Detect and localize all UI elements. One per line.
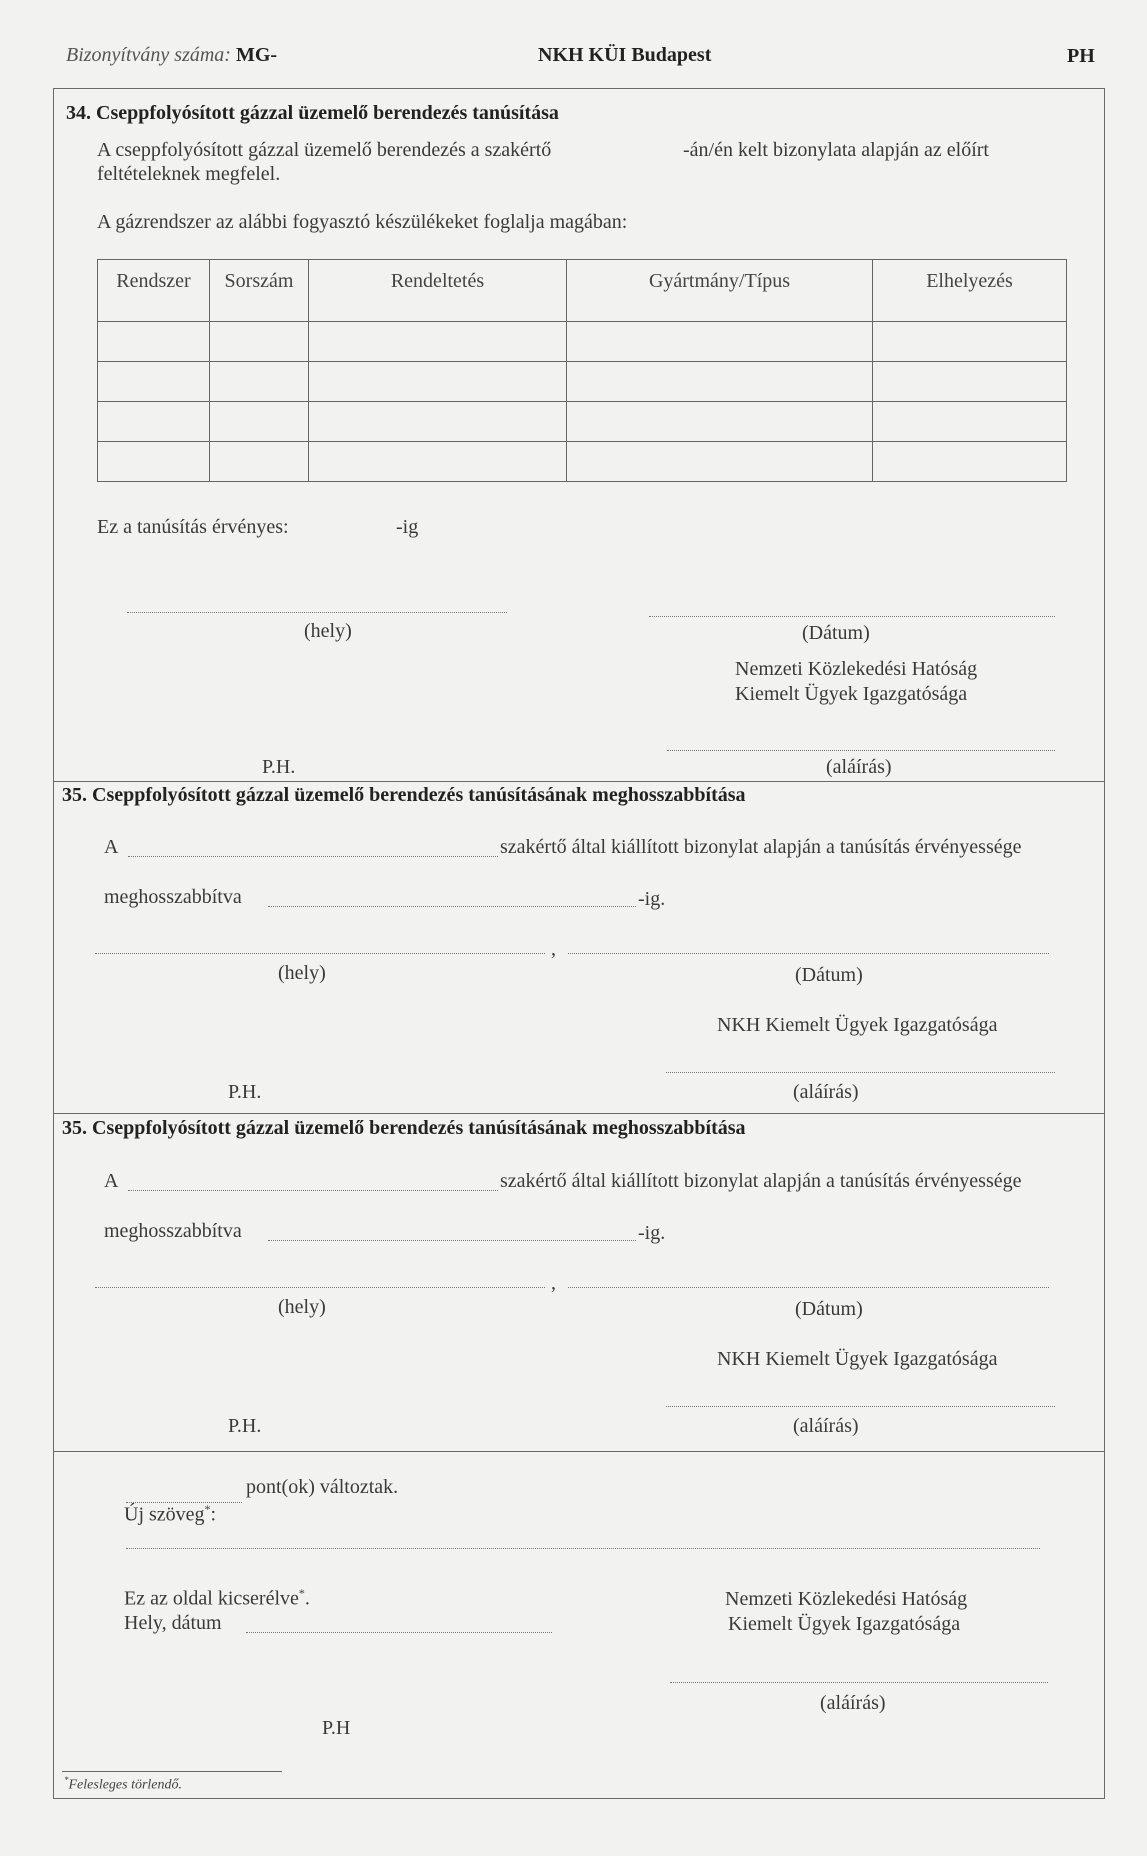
- table-cell[interactable]: [873, 322, 1067, 362]
- authority-name: Nemzeti Közlekedési Hatóság: [735, 658, 978, 680]
- section-34-text-1a: A cseppfolyósított gázzal üzemelő berendezés a szakértő: [97, 139, 552, 161]
- extension-1-ext-suffix: -ig.: [638, 888, 666, 910]
- change-signature-field[interactable]: [670, 1682, 1048, 1683]
- extension-1-a-suffix: szakértő által kiállított bizonylat alapján a tanúsítás érvényessége: [500, 836, 1022, 858]
- page-replaced-text: Ez az oldal kicserélve: [124, 1587, 299, 1610]
- col-sorszam: Sorszám: [210, 260, 309, 322]
- extension-2-authority: NKH Kiemelt Ügyek Igazgatósága: [717, 1348, 998, 1370]
- extension-2-a-prefix: A: [104, 1170, 119, 1192]
- extension-1-signature-field[interactable]: [666, 1072, 1055, 1073]
- extension-1-comma: ,: [551, 938, 556, 960]
- extension-1-until-field[interactable]: [268, 906, 636, 907]
- table-cell[interactable]: [210, 442, 309, 482]
- extension-2-signature-field[interactable]: [666, 1406, 1055, 1407]
- extension-2-expert-field[interactable]: [128, 1190, 498, 1191]
- certificate-number-label: Bizonyítvány száma:: [66, 44, 231, 66]
- header-code: PH: [1067, 45, 1095, 67]
- extension-1-stamp-placeholder: P.H.: [228, 1081, 262, 1103]
- extension-2-comma: ,: [551, 1272, 556, 1294]
- section-34-text-2: feltételeknek megfelel.: [97, 163, 281, 185]
- table-cell[interactable]: [567, 362, 873, 402]
- table-cell[interactable]: [98, 362, 210, 402]
- section-divider: [53, 1113, 1105, 1114]
- section-34-title: 34. Cseppfolyósított gázzal üzemelő berendezés tanúsítása: [66, 102, 559, 124]
- col-elhelyezes: Elhelyezés: [873, 260, 1067, 322]
- table-row: [98, 362, 1067, 402]
- certificate-number-value: MG-: [235, 44, 278, 66]
- certificate-number: [66, 44, 277, 67]
- place-date-label: Hely, dátum: [124, 1612, 222, 1634]
- footnote-divider: [62, 1771, 282, 1772]
- extension-2-place-caption: (hely): [278, 1296, 326, 1318]
- extension-1-place-caption: (hely): [278, 962, 326, 984]
- table-cell[interactable]: [309, 402, 567, 442]
- place-field[interactable]: [127, 612, 507, 613]
- extension-1-a-prefix: A: [104, 836, 119, 858]
- signature-field[interactable]: [667, 750, 1055, 751]
- new-text-colon: :: [210, 1503, 217, 1526]
- extension-2-a-suffix: szakértő által kiállított bizonylat alapján a tanúsítás érvényessége: [500, 1170, 1022, 1192]
- table-cell[interactable]: [210, 322, 309, 362]
- extension-2-until-field[interactable]: [268, 1240, 636, 1241]
- table-cell[interactable]: [309, 322, 567, 362]
- new-text-field[interactable]: [126, 1548, 1040, 1549]
- footnote-marker: *: [64, 1775, 69, 1785]
- appliance-table: [97, 259, 1067, 482]
- col-rendeltetes: Rendeltetés: [309, 260, 567, 322]
- validity-suffix: -ig: [396, 516, 419, 538]
- extension-1-title: 35. Cseppfolyósított gázzal üzemelő berendezés tanúsításának meghosszabbítása: [62, 784, 746, 806]
- col-gyartmany-tipus: Gyártmány/Típus: [567, 260, 873, 322]
- col-rendszer: Rendszer: [98, 260, 210, 322]
- extension-2-title: 35. Cseppfolyósított gázzal üzemelő berendezés tanúsításának meghosszabbítása: [62, 1117, 746, 1139]
- table-cell[interactable]: [309, 442, 567, 482]
- table-cell[interactable]: [567, 402, 873, 442]
- extension-1-date-field[interactable]: [568, 953, 1049, 954]
- extension-1-signature-caption: (aláírás): [793, 1081, 859, 1103]
- change-signature-caption: (aláírás): [820, 1692, 886, 1714]
- footnote-text: Felesleges törlendő.: [68, 1777, 183, 1793]
- table-cell[interactable]: [873, 442, 1067, 482]
- extension-2-stamp-placeholder: P.H.: [228, 1415, 262, 1437]
- changed-points-label: pont(ok) változtak.: [246, 1476, 399, 1498]
- table-row: [98, 322, 1067, 362]
- signature-caption: (aláírás): [826, 756, 892, 778]
- extension-2-signature-caption: (aláírás): [793, 1415, 859, 1437]
- extension-1-place-field[interactable]: [95, 953, 545, 954]
- place-date-field[interactable]: [246, 1632, 552, 1633]
- place-caption: (hely): [304, 620, 352, 642]
- extension-1-authority: NKH Kiemelt Ügyek Igazgatósága: [717, 1014, 998, 1036]
- extension-2-place-field[interactable]: [95, 1287, 545, 1288]
- page-replaced-period: .: [304, 1587, 310, 1610]
- date-field[interactable]: [649, 616, 1055, 617]
- footnote-marker: *: [204, 1502, 211, 1516]
- change-stamp-placeholder: P.H: [322, 1717, 351, 1739]
- new-text-label-text: Új szöveg: [124, 1503, 205, 1526]
- table-cell[interactable]: [567, 442, 873, 482]
- validity-label: Ez a tanúsítás érvényes:: [97, 516, 289, 538]
- table-cell[interactable]: [567, 322, 873, 362]
- table-cell[interactable]: [98, 322, 210, 362]
- new-text-label: [124, 1502, 216, 1527]
- table-cell[interactable]: [873, 402, 1067, 442]
- authority-department: Kiemelt Ügyek Igazgatósága: [735, 683, 968, 705]
- section-divider: [53, 781, 1105, 782]
- table-cell[interactable]: [873, 362, 1067, 402]
- extension-1-ext-label: meghosszabbítva: [104, 886, 242, 908]
- extension-2-ext-label: meghosszabbítva: [104, 1220, 242, 1242]
- section-34-text-1b: -án/én kelt bizonylata alapján az előírt: [683, 139, 989, 161]
- table-cell[interactable]: [98, 442, 210, 482]
- change-authority-department: Kiemelt Ügyek Igazgatósága: [728, 1613, 961, 1635]
- extension-1-expert-field[interactable]: [128, 856, 498, 857]
- extension-2-date-caption: (Dátum): [795, 1298, 863, 1320]
- page-replaced-label: [124, 1586, 310, 1611]
- table-cell[interactable]: [210, 362, 309, 402]
- date-caption: (Dátum): [802, 622, 870, 644]
- table-row: [98, 442, 1067, 482]
- footnote-marker: *: [298, 1586, 305, 1600]
- office-name: NKH KÜI Budapest: [538, 44, 712, 66]
- change-authority-name: Nemzeti Közlekedési Hatóság: [725, 1588, 968, 1610]
- appliance-table-header: [98, 260, 1067, 322]
- table-cell[interactable]: [210, 402, 309, 442]
- extension-2-ext-suffix: -ig.: [638, 1222, 666, 1244]
- table-cell[interactable]: [98, 402, 210, 442]
- table-cell[interactable]: [309, 362, 567, 402]
- stamp-placeholder: P.H.: [262, 756, 296, 778]
- section-divider: [53, 1451, 1105, 1452]
- section-34-text-3: A gázrendszer az alábbi fogyasztó készülékeket foglalja magában:: [97, 211, 628, 233]
- footnote: [64, 1775, 182, 1794]
- extension-1-date-caption: (Dátum): [795, 964, 863, 986]
- extension-2-date-field[interactable]: [568, 1287, 1049, 1288]
- table-row: [98, 402, 1067, 442]
